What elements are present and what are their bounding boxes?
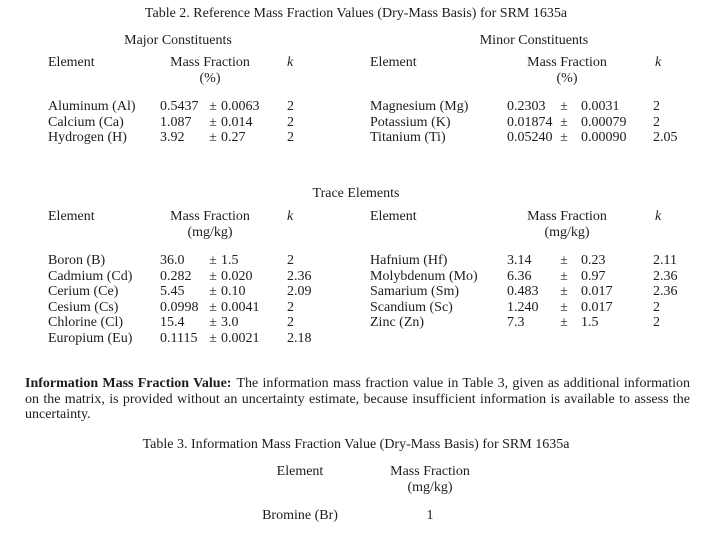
value-cell: 3.14: [507, 253, 532, 268]
value-cell: 7.3: [507, 315, 525, 330]
mass-fraction-label: Mass Fraction: [170, 209, 250, 224]
column-header-mass-fraction: [370, 464, 490, 495]
table3-rows: [230, 508, 712, 524]
information-note: [25, 376, 690, 423]
major-constituents-table: [0, 33, 356, 146]
plus-minus-symbol: ±: [209, 253, 217, 268]
value-cell: 0.483: [507, 284, 539, 299]
table-row: [370, 300, 712, 316]
element-cell: Europium (Eu): [48, 330, 133, 346]
plus-minus-symbol: ±: [560, 130, 568, 145]
minor-constituents-body: [356, 55, 712, 146]
element-cell: Molybdenum (Mo): [370, 268, 478, 284]
trace-elements-title: Trace Elements: [312, 185, 400, 201]
plus-minus-symbol: ±: [560, 114, 568, 130]
mass-fraction-label: Mass Fraction: [527, 209, 607, 224]
plus-minus-symbol: ±: [560, 253, 568, 268]
table-header-row: [370, 55, 712, 86]
trace-right-rows: [370, 253, 712, 331]
value-cell: 5.45: [160, 284, 185, 299]
column-header-k: k: [287, 55, 294, 70]
plus-minus-symbol: ±: [560, 99, 568, 114]
plus-minus-symbol: ±: [209, 299, 217, 315]
plus-minus-symbol: ±: [560, 315, 568, 330]
coverage-factor-cell: 2: [287, 253, 294, 268]
table-row: [370, 115, 712, 131]
uncertainty-cell: 0.014: [221, 114, 253, 130]
mass-fraction-label: Mass Fraction: [527, 55, 607, 70]
plus-minus-symbol: ±: [209, 114, 217, 130]
element-cell: Zinc (Zn): [370, 315, 425, 330]
table-row: [48, 253, 356, 269]
unit-label: (mg/kg): [187, 224, 233, 240]
uncertainty-cell: 3.0: [221, 315, 239, 330]
element-cell: Scandium (Sc): [370, 299, 453, 315]
uncertainty-cell: 1.5: [221, 253, 239, 268]
table-row: [48, 269, 356, 285]
column-header-element: Element: [48, 209, 95, 224]
table-row: [48, 331, 356, 347]
trace-elements-section: [0, 209, 712, 346]
coverage-factor-cell: 2: [287, 99, 294, 114]
element-cell: Hydrogen (H): [48, 130, 127, 145]
table-row: [48, 130, 356, 146]
uncertainty-cell: 0.27: [221, 130, 246, 145]
unit-label: (%): [199, 70, 221, 86]
table-row: [48, 99, 356, 115]
column-header-k: k: [655, 55, 662, 70]
element-cell: Bromine (Br): [262, 508, 338, 523]
header-spacer: [627, 209, 655, 240]
uncertainty-cell: 0.00079: [581, 114, 627, 130]
coverage-factor-cell: 2.11: [653, 253, 677, 268]
coverage-factor-cell: 2: [653, 299, 660, 315]
value-cell: 3.92: [160, 130, 185, 145]
column-header-mass-fraction: [507, 55, 627, 86]
plus-minus-symbol: ±: [209, 284, 217, 299]
coverage-factor-cell: 2: [287, 130, 294, 145]
element-cell: Cesium (Cs): [48, 299, 119, 315]
coverage-factor-cell: 2: [653, 315, 660, 330]
element-cell: Aluminum (Al): [48, 99, 136, 114]
value-cell: 1: [426, 508, 434, 523]
coverage-factor-cell: 2.36: [653, 268, 678, 284]
value-cell: 36.0: [160, 253, 185, 268]
trace-left-rows: [48, 253, 356, 346]
column-header-mass-fraction: [160, 209, 260, 240]
note-text: The information mass fraction value in Table 3, given as additional information on the matrix, is provided without an uncertainty estimate, because insufficient information is available to assess the uncertainty.: [25, 376, 690, 422]
coverage-factor-cell: 2: [653, 114, 660, 130]
mass-fraction-label: Mass Fraction: [170, 55, 250, 70]
coverage-factor-cell: 2: [653, 99, 660, 114]
element-cell: Samarium (Sm): [370, 284, 460, 299]
coverage-factor-cell: 2: [287, 315, 294, 330]
coverage-factor-cell: 2.36: [653, 284, 678, 299]
minor-constituents-rows: [370, 99, 712, 146]
minor-constituents-table: [356, 33, 712, 146]
element-cell: Cerium (Ce): [48, 284, 119, 299]
table-row: [48, 315, 356, 331]
value-cell: 0.05240: [507, 130, 553, 145]
table2-constituents-section: [0, 33, 712, 146]
header-spacer: [627, 55, 655, 86]
element-cell: Boron (B): [48, 253, 106, 268]
uncertainty-cell: 1.5: [581, 315, 599, 330]
major-constituents-body: [0, 55, 356, 146]
coverage-factor-cell: 2: [287, 114, 294, 130]
uncertainty-cell: 0.10: [221, 284, 246, 299]
plus-minus-symbol: ±: [209, 130, 217, 145]
coverage-factor-cell: 2.36: [287, 268, 312, 284]
value-cell: 0.01874: [507, 114, 553, 130]
column-header-element: Element: [370, 55, 417, 70]
value-cell: 15.4: [160, 315, 185, 330]
column-header-element: Element: [48, 55, 95, 70]
mass-fraction-label: Mass Fraction: [390, 464, 470, 479]
value-cell: 6.36: [507, 268, 532, 284]
table-row: [370, 284, 712, 300]
table-row: [370, 269, 712, 285]
table-header-row: [48, 209, 356, 240]
major-constituents-title: Major Constituents: [124, 32, 232, 48]
element-cell: Magnesium (Mg): [370, 99, 469, 114]
plus-minus-symbol: ±: [560, 268, 568, 284]
table-row: [230, 508, 712, 524]
major-constituents-rows: [48, 99, 356, 146]
plus-minus-symbol: ±: [209, 315, 217, 330]
table2-title: Table 2. Reference Mass Fraction Values (Dry-Mass Basis) for SRM 1635a: [144, 6, 568, 21]
coverage-factor-cell: 2.18: [287, 330, 312, 346]
trace-right-body: [356, 209, 712, 331]
coverage-factor-cell: 2.09: [287, 284, 312, 299]
table-row: [48, 284, 356, 300]
column-header-mass-fraction: [160, 55, 260, 86]
uncertainty-cell: 0.0031: [581, 99, 620, 114]
uncertainty-cell: 0.23: [581, 253, 606, 268]
element-cell: Potassium (K): [370, 114, 451, 130]
table3: [230, 464, 712, 524]
uncertainty-cell: 0.97: [581, 268, 606, 284]
table-header-row: [370, 209, 712, 240]
value-cell: 1.240: [507, 299, 539, 315]
table-row: [48, 115, 356, 131]
element-cell: Chlorine (Cl): [48, 315, 124, 330]
table3-title: Table 3. Information Mass Fraction Value (Dry-Mass Basis) for SRM 1635a: [142, 436, 570, 452]
table-header-row: [48, 55, 356, 86]
value-cell: 1.087: [160, 114, 192, 130]
plus-minus-symbol: ±: [560, 299, 568, 315]
table-row: [370, 315, 712, 331]
column-header-mass-fraction: [507, 209, 627, 240]
table-row: [370, 253, 712, 269]
value-cell: 0.2303: [507, 99, 546, 114]
element-cell: Titanium (Ti): [370, 130, 446, 145]
trace-elements-right-table: [356, 209, 712, 346]
plus-minus-symbol: ±: [209, 99, 217, 114]
plus-minus-symbol: ±: [209, 330, 217, 346]
minor-constituents-title: Minor Constituents: [479, 32, 589, 48]
coverage-factor-cell: 2: [287, 299, 294, 315]
uncertainty-cell: 0.0041: [221, 299, 260, 315]
unit-label: (mg/kg): [407, 479, 453, 495]
column-header-element: Element: [370, 209, 417, 224]
column-header-k: k: [655, 209, 662, 224]
uncertainty-cell: 0.017: [581, 284, 613, 299]
uncertainty-cell: 0.017: [581, 299, 613, 315]
uncertainty-cell: 0.020: [221, 268, 253, 284]
plus-minus-symbol: ±: [209, 268, 217, 284]
trace-left-body: [0, 209, 356, 346]
element-cell: Cadmium (Cd): [48, 268, 133, 284]
column-header-k: k: [287, 209, 294, 224]
header-spacer: [260, 55, 287, 86]
value-cell: 0.1115: [160, 330, 198, 346]
value-cell: 0.5437: [160, 99, 199, 114]
plus-minus-symbol: ±: [560, 284, 568, 299]
table-header-row: [230, 464, 712, 495]
value-cell: 0.282: [160, 268, 192, 284]
table-row: [370, 130, 712, 146]
uncertainty-cell: 0.00090: [581, 130, 627, 145]
uncertainty-cell: 0.0021: [221, 330, 260, 346]
coverage-factor-cell: 2.05: [653, 130, 678, 145]
note-label: Information Mass Fraction Value:: [25, 376, 232, 391]
element-cell: Calcium (Ca): [48, 114, 124, 130]
header-spacer: [260, 209, 287, 240]
value-cell: 0.0998: [160, 299, 199, 315]
unit-label: (%): [556, 70, 578, 86]
uncertainty-cell: 0.0063: [221, 99, 260, 114]
element-cell: Hafnium (Hf): [370, 253, 448, 268]
trace-elements-left-table: [0, 209, 356, 346]
column-header-element: Element: [276, 464, 324, 479]
table-row: [370, 99, 712, 115]
table-row: [48, 300, 356, 316]
unit-label: (mg/kg): [544, 224, 590, 240]
